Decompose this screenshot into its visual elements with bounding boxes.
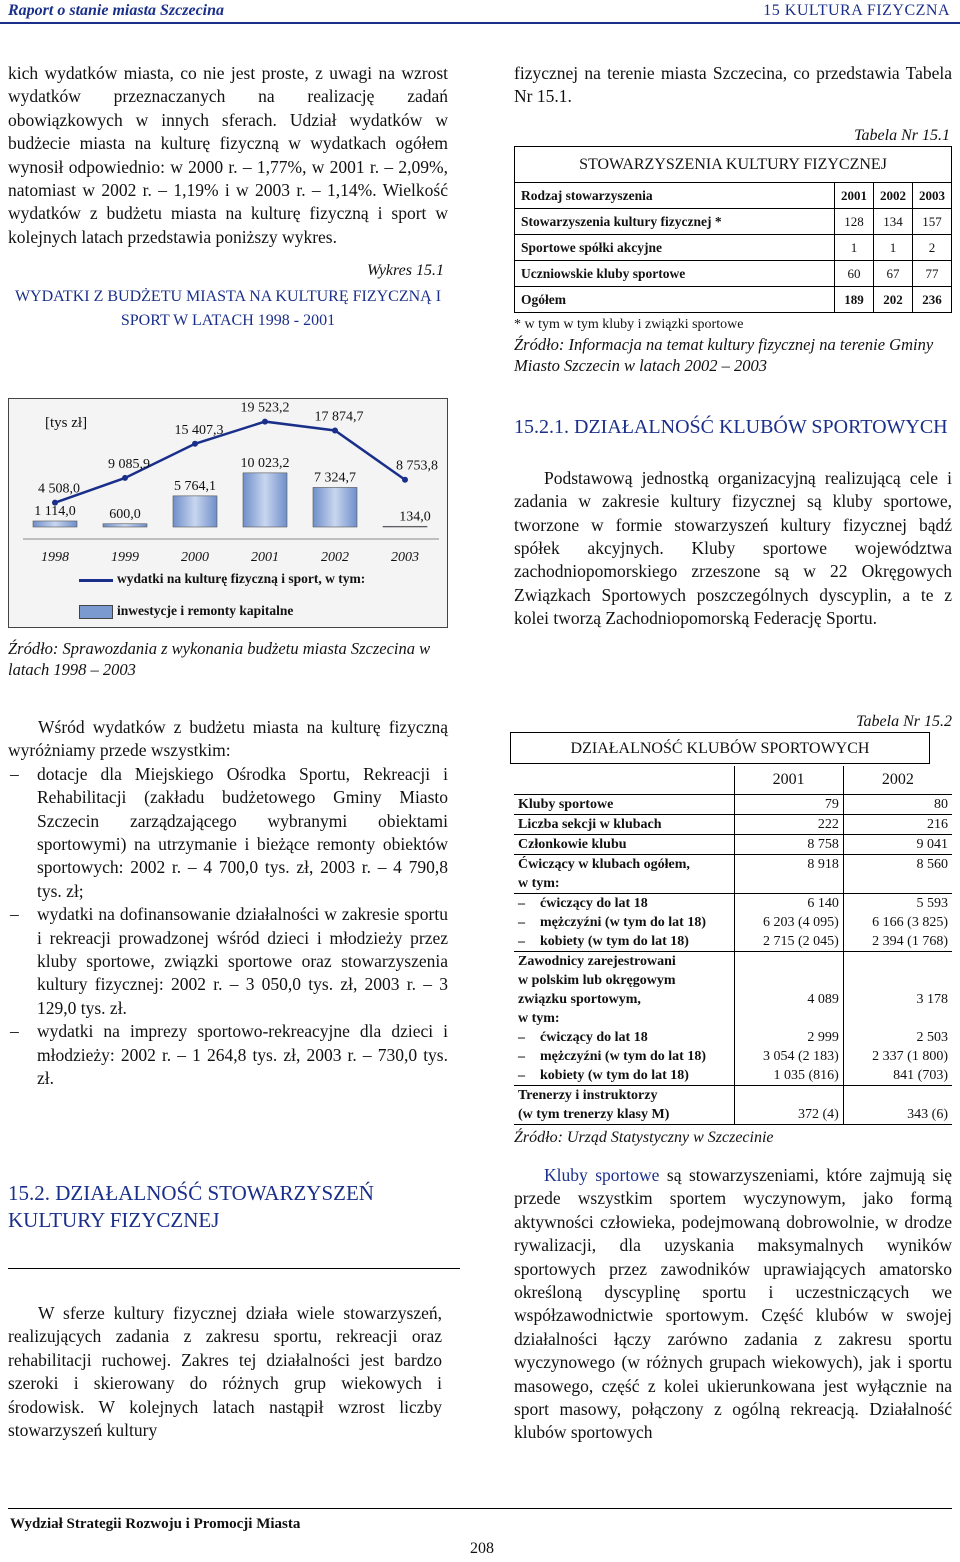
x-tick-label: 2002	[321, 550, 349, 565]
legend-line-swatch	[79, 579, 113, 582]
total-value-label: 9 085,9	[108, 456, 150, 472]
table-cell: 2003	[913, 182, 952, 208]
table1-label: Tabela Nr 15.1	[854, 126, 950, 144]
total-value-label: 8 753,8	[396, 458, 438, 474]
x-tick-label: 2001	[251, 550, 279, 565]
investment-bar	[383, 526, 427, 527]
legend-label-total: wydatki na kulturę fizyczną i sport, w tym:	[117, 571, 366, 586]
table-cell: 1	[874, 234, 913, 260]
x-tick-label: 2003	[391, 550, 419, 565]
footer-divider	[8, 1508, 952, 1509]
investment-bar	[243, 473, 287, 527]
legend-item-investment	[79, 603, 439, 625]
table-cell: 236	[913, 286, 952, 312]
table-row	[515, 260, 952, 286]
table-associations	[514, 182, 952, 313]
table-cell: 67	[874, 260, 913, 286]
investment-value-label: 10 023,2	[240, 455, 290, 471]
left-column	[8, 62, 448, 333]
page-header	[0, 0, 960, 24]
table-cell: Zawodnicy zarejestrowani w polskim lub okręgowym związku sportowym, w tym: – ćwiczący do lat 18 – mężczyźni (w tym do lat 18) – kobiety (w tym do lat 18)	[514, 952, 734, 1086]
table-cell: 202	[874, 286, 913, 312]
header-report-title: Raport o stanie miasta Szczecina	[8, 2, 225, 19]
table-cell: Rodzaj stowarzyszenia	[515, 182, 835, 208]
table-row	[514, 795, 952, 815]
table-clubs	[514, 766, 952, 1125]
table-cell: 4 089 2 999 3 054 (2 183) 1 035 (816)	[734, 952, 843, 1086]
left-column-lower	[8, 638, 448, 1091]
table-cell: 3 178 2 503 2 337 (1 800) 841 (703)	[843, 952, 952, 1086]
clubs-description: są stowarzyszeniami, które zajmują się przede wszystkim sportem wyczynowym, jako formą aktywności człowieka, podejmowaną dobrowolnie, w drodze rywalizacji, dla uzyskania maksymalnych wyników sportowych przez zawodników uprawiających amatorsko określoną dyscyplinę sportu i uczestniczących we współzawodnictwie sportowym. Część klubów w swojej działalności łączy zarówno zadania z zakresu sportu wyczynowego (w różnych grupach wiekowych), jak i sportu masowego, część z kolei ukierunkowana jest wyłącznie na sport masowy, połączony z ogólną rekreacją. Działalność klubów sportowych	[514, 1165, 953, 1443]
total-value-label: 17 874,7	[314, 409, 364, 425]
table1-source: Źródło: Informacja na temat kultury fizycznej na terenie Gminy Miasto Szczecin w latach 2002 – 2003	[514, 334, 934, 375]
table-cell: 134	[874, 208, 913, 234]
total-expenditure-point	[402, 477, 408, 483]
investment-value-label: 7 324,7	[314, 470, 356, 486]
legend-bar-swatch	[79, 605, 113, 619]
associations-paragraph: W sferze kultury fizycznej działa wiele stowarzyszeń, realizujących zadania z zakresu sportu, rekreacji oraz rehabilitacji ruchowej. Zakres tej działalności jest bardzo szeroki i skierowany do różnych grup wiekowych i środowisk. W kolejnych latach nastąpił wzrost liczby stowarzyszeń kultury	[8, 1303, 442, 1441]
table-cell: 343 (6)	[843, 1086, 952, 1125]
table-cell: 5 593 6 166 (3 825) 2 394 (1 768)	[843, 894, 952, 952]
investment-bar	[313, 487, 357, 527]
table-row	[514, 835, 952, 855]
table2-wrapper	[514, 712, 952, 1149]
header-chapter-title: 15 KULTURA FIZYCZNA	[763, 2, 950, 19]
intro-paragraph: kich wydatków miasta, co nie jest proste, z uwagi na wzrost wydatków przeznaczanych na realizację zadań obowiązkowych w innych sferach. Udział wydatków w budżecie miasta na kulturę fizyczną w wydatkach ogółem wynosił odpowiednio: w 2000 r. – 1,77%, w 2001 r. – 2,09%, natomiast w 2002 r. – 1,19% i w 2003 r. – 1,14%. Wielkość wydatków z budżetu miasta na kulturę fizyczną i sport w kolejnych latach przedstawia poniższy wykres.	[8, 63, 448, 247]
total-expenditure-point	[262, 419, 268, 425]
table-cell: 8 758	[734, 835, 843, 855]
table-cell: 9 041	[843, 835, 952, 855]
table-cell: 189	[835, 286, 874, 312]
table-cell: 60	[835, 260, 874, 286]
table-cell: Kluby sportowe	[514, 795, 734, 815]
section-heading-associations: 15.2. DZIAŁALNOŚĆ STOWARZYSZEŃ KULTURY FIZYCZNEJ	[8, 1181, 374, 1232]
total-value-label: 4 508,0	[38, 481, 80, 497]
footer-department: Wydział Strategii Rozwoju i Promocji Miasta	[10, 1516, 301, 1532]
right-column	[514, 62, 952, 631]
chart-legend	[79, 571, 439, 625]
table-header-cell	[514, 766, 734, 795]
table-cell: 2002	[874, 182, 913, 208]
table-cell: Członkowie klubu	[514, 835, 734, 855]
table-cell: 79	[734, 795, 843, 815]
table-cell: 6 140 6 203 (4 095) 2 715 (2 045)	[734, 894, 843, 952]
table-cell: Ogółem	[515, 286, 835, 312]
total-expenditure-point	[122, 475, 128, 481]
list-item: – wydatki na dofinansowanie działalności w zakresie sportu i rekreacji prowadzonej wśród dzieci i młodzieży przez kluby sportowe, związki sportowe oraz stowarzyszenia kultury fizycznej: 2002 r. – 3 050,0 tys. zł, 2003 r. – 3 129,0 tys. zł.	[8, 903, 448, 1020]
table-header-row	[515, 182, 952, 208]
investment-bar	[173, 496, 217, 527]
table-cell: Sportowe spółki akcyjne	[515, 234, 835, 260]
table-header-cell: 2002	[843, 766, 952, 795]
table-cell: Ćwiczący w klubach ogółem, w tym:	[514, 855, 734, 894]
table-cell: – ćwiczący do lat 18 – mężczyźni (w tym do lat 18) – kobiety (w tym do lat 18)	[514, 894, 734, 952]
table-row	[514, 1086, 952, 1125]
investment-value-label: 5 764,1	[174, 478, 216, 494]
table2-source: Źródło: Urząd Statystyczny w Szczecinie	[514, 1129, 774, 1146]
chart-label: Wykres 15.1	[366, 262, 444, 280]
table-row	[515, 286, 952, 312]
page-number: 208	[470, 1540, 494, 1557]
table2-label: Tabela Nr 15.2	[856, 713, 952, 730]
chart-unit-label: [tys zł]	[45, 415, 88, 431]
total-value-label: 19 523,2	[240, 400, 290, 416]
table-cell: 2	[913, 234, 952, 260]
investment-bar	[103, 524, 147, 527]
legend-label-investment: inwestycje i remonty kapitalne	[117, 603, 294, 618]
section-heading-clubs: 15.2.1. DZIAŁALNOŚĆ KLUBÓW SPORTOWYCH	[514, 415, 948, 438]
table-row	[514, 855, 952, 894]
table-cell: 77	[913, 260, 952, 286]
table-row	[514, 815, 952, 835]
clubs-lead-term: Kluby sportowe	[544, 1165, 660, 1185]
table-cell: 157	[913, 208, 952, 234]
table-cell: 372 (4)	[734, 1086, 843, 1125]
total-value-label: 15 407,3	[174, 422, 224, 438]
table-header-cell: 2001	[734, 766, 843, 795]
table-cell: Uczniowskie kluby sportowe	[515, 260, 835, 286]
investment-value-label: 1 114,0	[34, 503, 76, 519]
chart-title: WYDATKI Z BUDŻETU MIASTA NA KULTURĘ FIZYCZNĄ I SPORT W LATACH 1998 - 2001	[14, 287, 442, 329]
table2-title: DZIAŁALNOŚĆ KLUBÓW SPORTOWYCH	[510, 732, 930, 764]
x-tick-label: 1999	[111, 550, 139, 565]
table-cell: 8 918	[734, 855, 843, 894]
clubs-paragraph: Podstawową jednostką organizacyjną realizującą cele i zadania w zakresie kultury fizycznej są kluby sportowe, tworzone w formie stowarzyszeń kultury fizycznej bądź spółek akcyjnych. Kluby sportowe województwa zachodniopomorskiego zrzeszone są w 22 Okręgowych Związkach Sportowych poszczególnych dyscyplin, a te z kolei tworzą Zachodniopomorską Federację Sportu.	[514, 467, 952, 629]
table-cell: Liczba sekcji w klubach	[514, 815, 734, 835]
right-intro-paragraph: fizycznej na terenie miasta Szczecina, co przedstawia Tabela Nr 15.1.	[514, 63, 952, 107]
expenditure-list	[8, 763, 448, 1091]
table1-note: * w tym w tym kluby i związki sportowe	[514, 316, 744, 332]
table-row	[515, 208, 952, 234]
table-cell: 128	[835, 208, 874, 234]
table-cell: Stowarzyszenia kultury fizycznej *	[515, 208, 835, 234]
x-tick-label: 2000	[181, 550, 209, 565]
investment-value-label: 134,0	[399, 509, 431, 525]
chart-box	[8, 398, 448, 628]
table-cell: 8 560	[843, 855, 952, 894]
table-cell: 222	[734, 815, 843, 835]
table-cell: 1	[835, 234, 874, 260]
x-tick-label: 1998	[41, 550, 69, 565]
total-expenditure-point	[192, 441, 198, 447]
associations-text	[8, 1302, 442, 1442]
table1-title: STOWARZYSZENIA KULTURY FIZYCZNEJ	[514, 146, 952, 182]
investment-value-label: 600,0	[109, 506, 141, 522]
table-row	[514, 952, 952, 1086]
chart-source: Źródło: Sprawozdania z wykonania budżetu miasta Szczecina w latach 1998 – 2003	[8, 639, 431, 679]
expenditure-paragraph: Wśród wydatków z budżetu miasta na kulturę fizyczną wyróżniamy przede wszystkim:	[8, 717, 448, 761]
clubs-text	[514, 1164, 952, 1445]
table-cell: 216	[843, 815, 952, 835]
table-row	[514, 894, 952, 952]
table-cell: 80	[843, 795, 952, 815]
table-cell: Trenerzy i instruktorzy (w tym trenerzy klasy M)	[514, 1086, 734, 1125]
table-cell: 2001	[835, 182, 874, 208]
list-item: – wydatki na imprezy sportowo-rekreacyjne dla dzieci i młodzieży: 2002 r. – 1 264,8 tys. zł, 2003 r. – 730,0 tys. zł.	[8, 1020, 448, 1090]
list-item: – dotacje dla Miejskiego Ośrodka Sportu, Rekreacji i Rehabilitacji (zakładu budżetowego Gminy Miasto Szczecin zarządzającego wybranymi obiektami sportowymi) na utrzymanie i bieżące remonty obiektów sportowych: 2002 r. – 4 700,0 tys. zł, 2003 r. – 4 790,8 tys. zł;	[8, 763, 448, 903]
legend-item-total	[79, 571, 439, 593]
investment-bar	[33, 521, 77, 527]
total-expenditure-point	[332, 427, 338, 433]
table-header-row	[514, 766, 952, 795]
table-row	[515, 234, 952, 260]
section-divider	[8, 1268, 460, 1269]
